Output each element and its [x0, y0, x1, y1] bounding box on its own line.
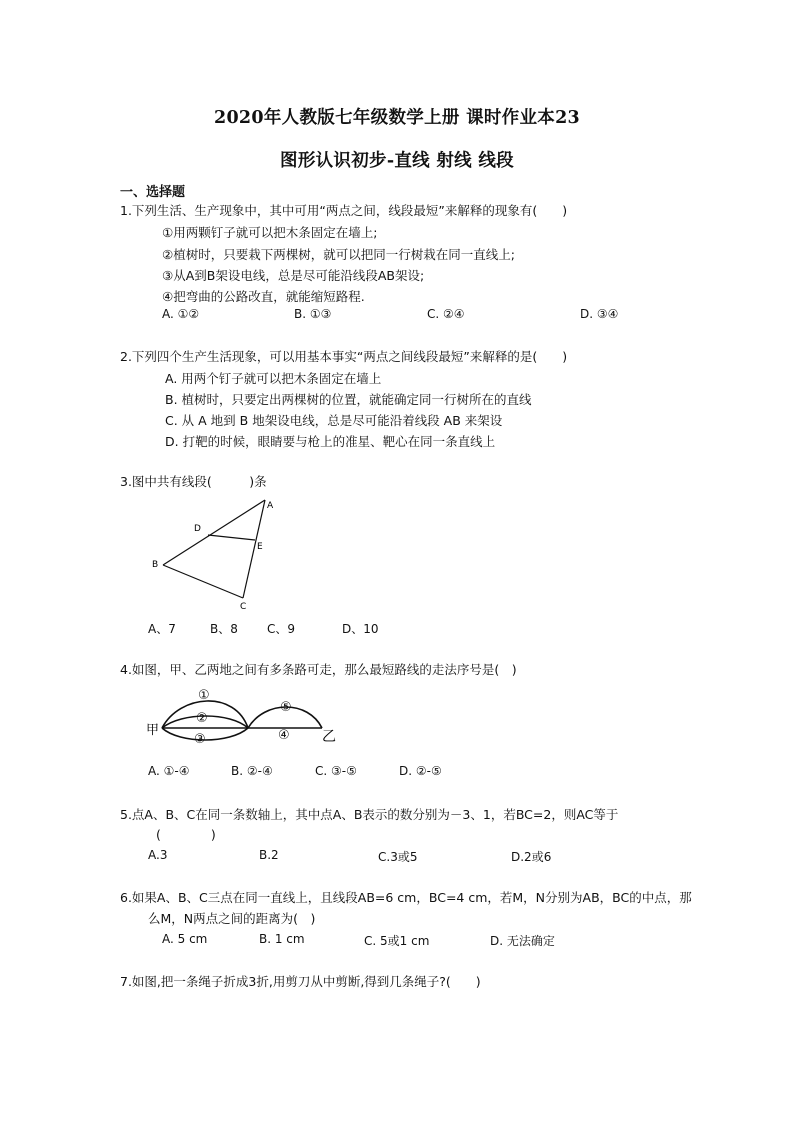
question-3-option-a: A、7	[148, 622, 176, 636]
question-5-stem: 5.点A、B、C在同一条数轴上，其中点A、B表示的数分别为－3、1，若BC=2，则AC等于	[120, 807, 619, 822]
place-jia: 甲	[146, 723, 160, 738]
label-d: D	[194, 524, 201, 534]
route-label-4: ④	[278, 728, 290, 743]
question-4-option-c: C. ③-⑤	[315, 764, 357, 778]
question-1-option-d: D. ③④	[580, 307, 619, 321]
question-3-stem: 3.图中共有线段( )条	[120, 474, 267, 489]
question-3-option-d: D、10	[342, 622, 379, 636]
question-5-option-b: B.2	[259, 848, 279, 862]
question-2-option-c: C. 从 A 地到 B 地架设电线，总是尽可能沿着线段 AB 来架设	[165, 413, 503, 428]
question-6-option-d: D. 无法确定	[490, 934, 555, 948]
question-1-item-1: ①用两颗钉子就可以把木条固定在墙上;	[162, 225, 378, 240]
question-4-option-a: A. ①-④	[148, 764, 190, 778]
question-1-item-2: ②植树时，只要栽下两棵树，就可以把同一行树栽在同一直线上;	[162, 247, 515, 262]
label-e: E	[257, 542, 263, 552]
question-1-item-3: ③从A到B架设电线，总是尽可能沿线段AB架设;	[162, 268, 425, 283]
route-label-5: ⑤	[280, 700, 292, 715]
route-label-3: ③	[194, 732, 206, 747]
route-label-2: ②	[196, 711, 208, 726]
question-5-option-c: C.3或5	[378, 850, 418, 864]
question-1-option-a: A. ①②	[162, 307, 200, 321]
place-yi: 乙	[322, 729, 336, 745]
label-a: A	[267, 501, 274, 511]
question-4-option-b: B. ②-④	[231, 764, 273, 778]
question-2-option-a: A. 用两个钉子就可以把木条固定在墙上	[165, 371, 382, 386]
question-5-option-d: D.2或6	[511, 850, 552, 864]
question-6-stem: 6.如果A、B、C三点在同一直线上，且线段AB=6 cm，BC=4 cm，若M，N分别为AB，BC的中点，那	[120, 890, 692, 905]
question-1-option-b: B. ①③	[294, 307, 332, 321]
question-1-item-4: ④把弯曲的公路改直，就能缩短路程.	[162, 289, 365, 304]
question-6-option-b: B. 1 cm	[259, 932, 305, 946]
page-title: 2020年人教版七年级数学上册 课时作业本23	[213, 108, 581, 128]
question-1-stem: 1.下列生活、生产现象中，其中可用“两点之间，线段最短”来解释的现象有( )	[120, 203, 568, 218]
question-3-option-c: C、9	[267, 622, 296, 636]
question-2-option-d: D. 打靶的时候，眼睛要与枪上的准星、靶心在同一条直线上	[165, 434, 496, 449]
question-2-stem: 2.下列四个生产生活现象，可以用基本事实“两点之间线段最短”来解释的是( )	[120, 349, 568, 364]
question-6-option-c: C. 5或1 cm	[364, 934, 430, 948]
question-5-option-a: A.3	[148, 848, 168, 862]
route-label-1: ①	[198, 688, 210, 703]
question-2-option-b: B. 植树时，只要定出两棵树的位置，就能确定同一行树所在的直线	[165, 392, 532, 407]
question-6-option-a: A. 5 cm	[162, 932, 208, 946]
question-4-option-d: D. ②-⑤	[399, 764, 442, 778]
section-heading: 一、选择题	[120, 185, 186, 200]
question-6-stem-cont: 么M，N两点之间的距离为( )	[148, 911, 316, 926]
question-5-paren: ( )	[156, 827, 216, 842]
label-b: B	[152, 560, 159, 570]
question-7-stem: 7.如图,把一条绳子折成3折,用剪刀从中剪断,得到几条绳子?( )	[120, 974, 481, 989]
label-c: C	[240, 602, 247, 612]
question-4-stem: 4.如图，甲、乙两地之间有多条路可走，那么最短路线的走法序号是( )	[120, 662, 517, 677]
question-1-option-c: C. ②④	[427, 307, 465, 321]
page-subtitle: 图形认识初步-直线 射线 线段	[280, 151, 514, 171]
question-3-option-b: B、8	[210, 622, 238, 636]
